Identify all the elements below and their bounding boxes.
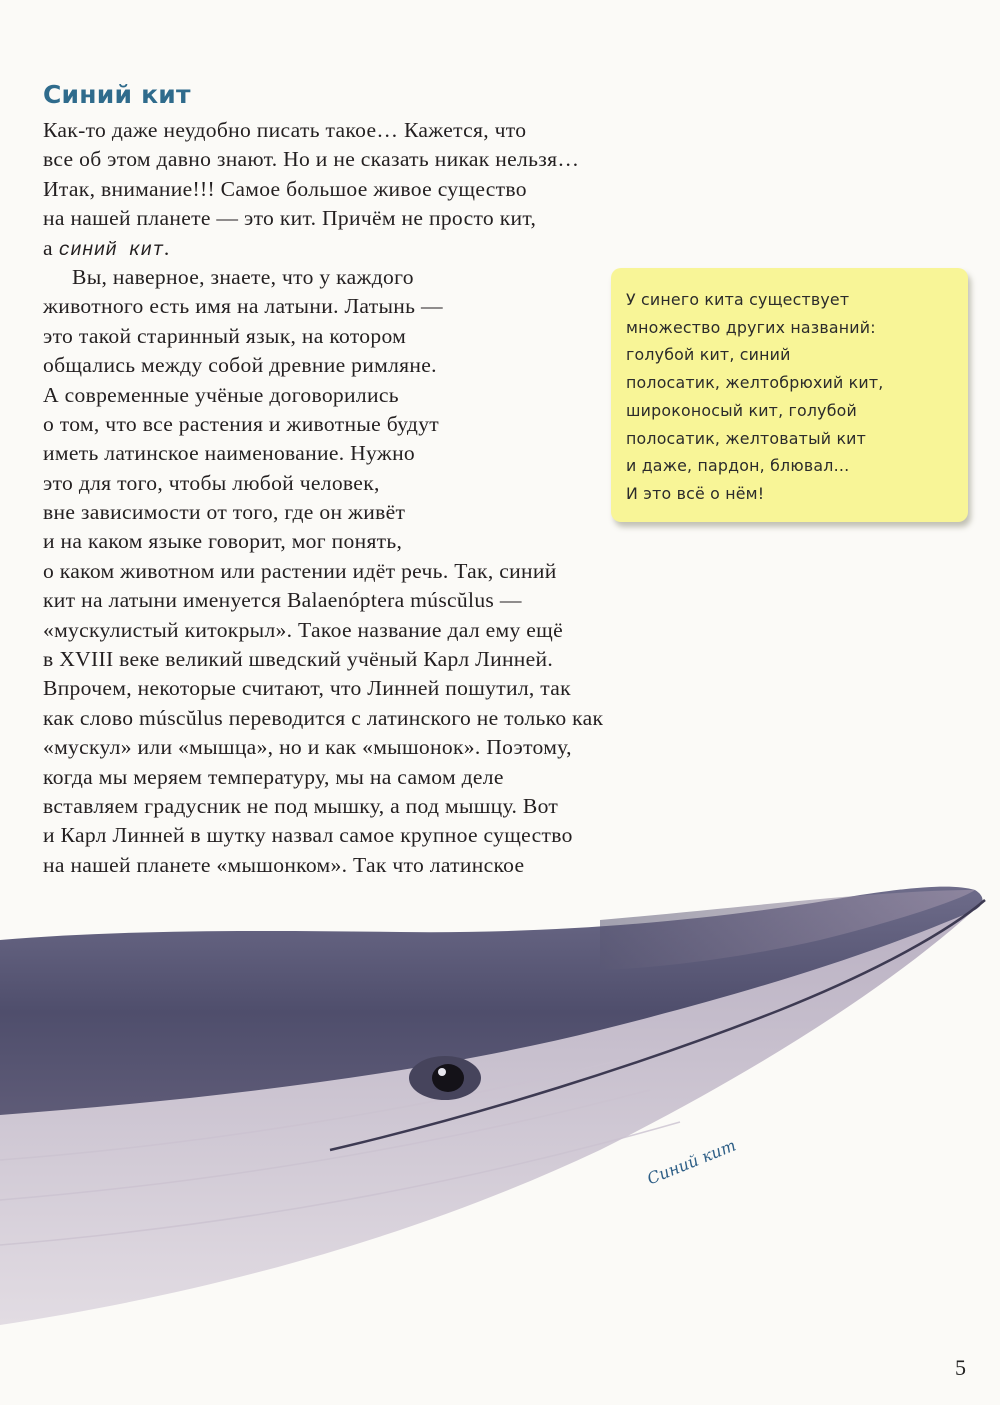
sidebar-note <box>611 268 968 522</box>
paragraph-line: Итак, внимание!!! Самое большое живое существо <box>43 176 527 201</box>
illustration-caption: Синий кит <box>644 1135 739 1189</box>
paragraph-line: все об этом давно знают. Но и не сказать никак нельзя… <box>43 147 580 172</box>
paragraph-line <box>43 234 803 263</box>
whale-eye-highlight <box>438 1068 446 1076</box>
paragraph-line: кит на латыни именуется Balaenóptera múscŭlus — <box>43 588 522 613</box>
paragraph-line: А современные учёные договорились <box>43 382 399 407</box>
section-heading: Синий кит <box>43 80 191 109</box>
paragraph-line: Вы, наверное, знаете, что у каждого <box>72 264 414 289</box>
paragraph-line: и на каком языке говорит, мог понять, <box>43 529 403 554</box>
note-text <box>626 286 961 508</box>
line-prefix: а <box>43 235 59 260</box>
paragraph-line: Как-то даже неудобно писать такое… Кажется, что <box>43 118 527 142</box>
paragraph-line: Впрочем, некоторые считают, что Линней пошутил, так <box>43 676 571 701</box>
paragraph-line: это такой старинный язык, на котором <box>43 323 407 348</box>
paragraph-line: «мускул» или «мышца», но и как «мышонок». Поэтому, <box>43 735 572 760</box>
paragraph-line: о каком животном или растении идёт речь. Так, синий <box>43 558 557 583</box>
paragraph-line: общались между собой древние римляне. <box>43 353 437 378</box>
paragraph-line: иметь латинское наименование. Нужно <box>43 441 416 466</box>
paragraph-line: и Карл Линней в шутку назвал самое крупное существо <box>43 823 573 848</box>
paragraph-line: вставляем градусник не под мышку, а под мышцу. Вот <box>43 793 559 818</box>
whale-eye-icon <box>432 1064 464 1092</box>
note-line: широконосый кит, голубой <box>626 400 857 420</box>
paragraph-line: вне зависимости от того, где он живёт <box>43 500 406 525</box>
paragraph-line: в XVIII веке великий шведский учёный Карл Линней. <box>43 647 554 672</box>
paragraph-line: на нашей планете — это кит. Причём не просто кит, <box>43 206 537 231</box>
paragraph-line: о том, что все растения и животные будут <box>43 411 440 436</box>
paragraph-line: на нашей планете «мышонком». Так что латинское <box>43 852 525 877</box>
blue-whale-illustration <box>0 860 1000 1340</box>
paragraph-line: как слово múscŭlus переводится с латинского не только как <box>43 705 604 730</box>
paragraph-line: это для того, чтобы любой человек, <box>43 470 380 495</box>
emphasized-term: синий кит <box>58 238 164 261</box>
paragraph-line: животного есть имя на латыни. Латынь — <box>43 294 443 319</box>
note-line: полосатик, желтобрюхий кит, <box>626 373 884 393</box>
note-line: множество других названий: <box>626 317 876 337</box>
note-line: и даже, пардон, блювал… <box>626 456 850 476</box>
note-line: голубой кит, синий <box>626 345 791 365</box>
page-number: 5 <box>955 1355 966 1380</box>
line-suffix: . <box>163 235 170 260</box>
note-line: полосатик, желтоватый кит <box>626 428 867 448</box>
note-line: И это всё о нём! <box>626 483 765 503</box>
paragraph-line: «мускулистый китокрыл». Такое название дал ему ещё <box>43 617 563 642</box>
note-line: У синего кита существует <box>626 290 850 309</box>
paragraph-line: когда мы меряем температуру, мы на самом деле <box>43 764 504 789</box>
